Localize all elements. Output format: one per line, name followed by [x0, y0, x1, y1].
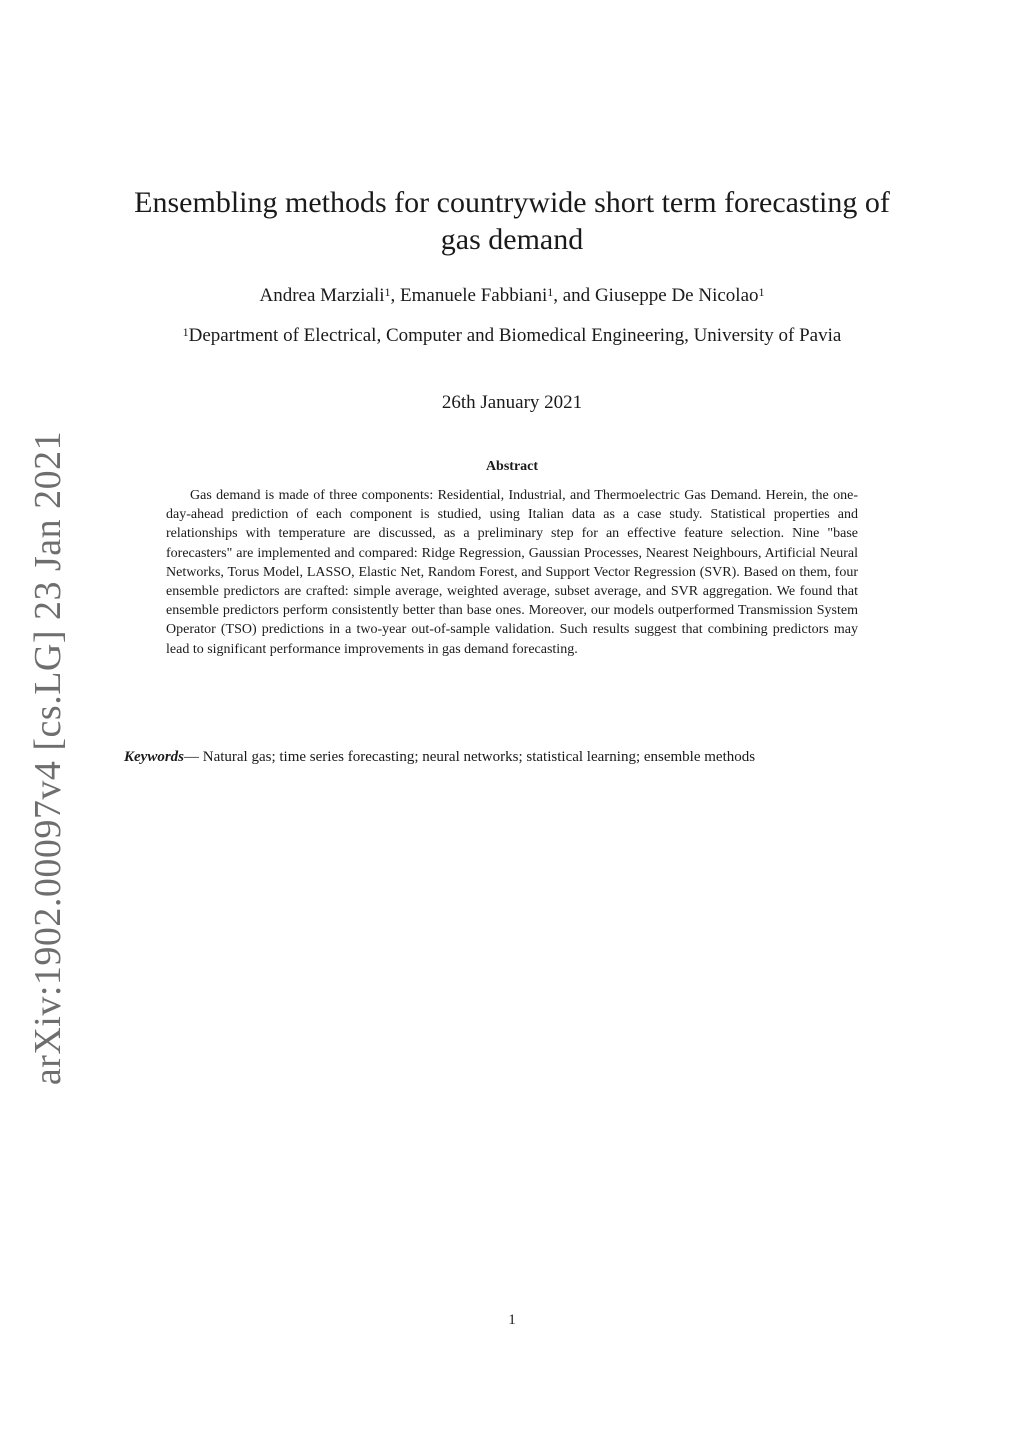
paper-title: Ensembling methods for countrywide short term forecasting of gas demand [134, 186, 890, 256]
author-affiliation [110, 323, 914, 349]
affiliation-mark: 1 [384, 285, 391, 299]
affiliation-mark: 1 [182, 325, 189, 339]
keywords-dash: — [184, 749, 203, 765]
keywords-section [124, 746, 900, 768]
author-separator: , [390, 285, 401, 306]
arxiv-identifier-stamp: arXiv:1902.00097v4 [cs.LG] 23 Jan 2021 [27, 430, 69, 1086]
keywords-label: Keywords [124, 749, 184, 765]
affiliation-mark: 1 [547, 285, 554, 299]
author-name: Giuseppe De Nicolao [594, 285, 759, 306]
page-number: 1 [508, 1312, 516, 1328]
abstract-body: Gas demand is made of three components: Residential, Industrial, and Thermoelectric Gas Demand. Herein, the one-day-ahead prediction of each component is studied, using Italian data as a case study. Statistical properties and relationships with temperature are discussed, as a preliminary step for an effective feature selection. Nine "base forecasters" are implemented and compared: Ridge Regression, Gaussian Processes, Nearest Neighbours, Artificial Neural Networks, Torus Model, LASSO, Elastic Net, Random Forest, and Support Vector Regression (SVR). Based on them, four ensemble predictors are crafted: simple average, weighted average, subset average, and SVR aggregation. We found that ensemble predictors perform consistently better than base ones. Moreover, our models outperformed Transmission System Operator (TSO) predictions in a two-year out-of-sample validation. Such results suggest that combining predictors may lead to significant performance improvements in gas demand forecasting. [166, 488, 858, 657]
publication-date: 26th January 2021 [441, 392, 583, 413]
keywords-text: Natural gas; time series forecasting; neural networks; statistical learning; ensemble methods [202, 749, 756, 765]
author-name: Andrea Marziali [259, 285, 385, 306]
author-name: Emanuele Fabbiani [400, 285, 548, 306]
author-list [120, 283, 904, 309]
affiliation-mark: 1 [758, 285, 765, 299]
abstract-heading: Abstract [485, 459, 539, 474]
author-separator: , and [553, 285, 595, 306]
affiliation-text: Department of Electrical, Computer and Biomedical Engineering, University of Pavia [188, 325, 842, 346]
